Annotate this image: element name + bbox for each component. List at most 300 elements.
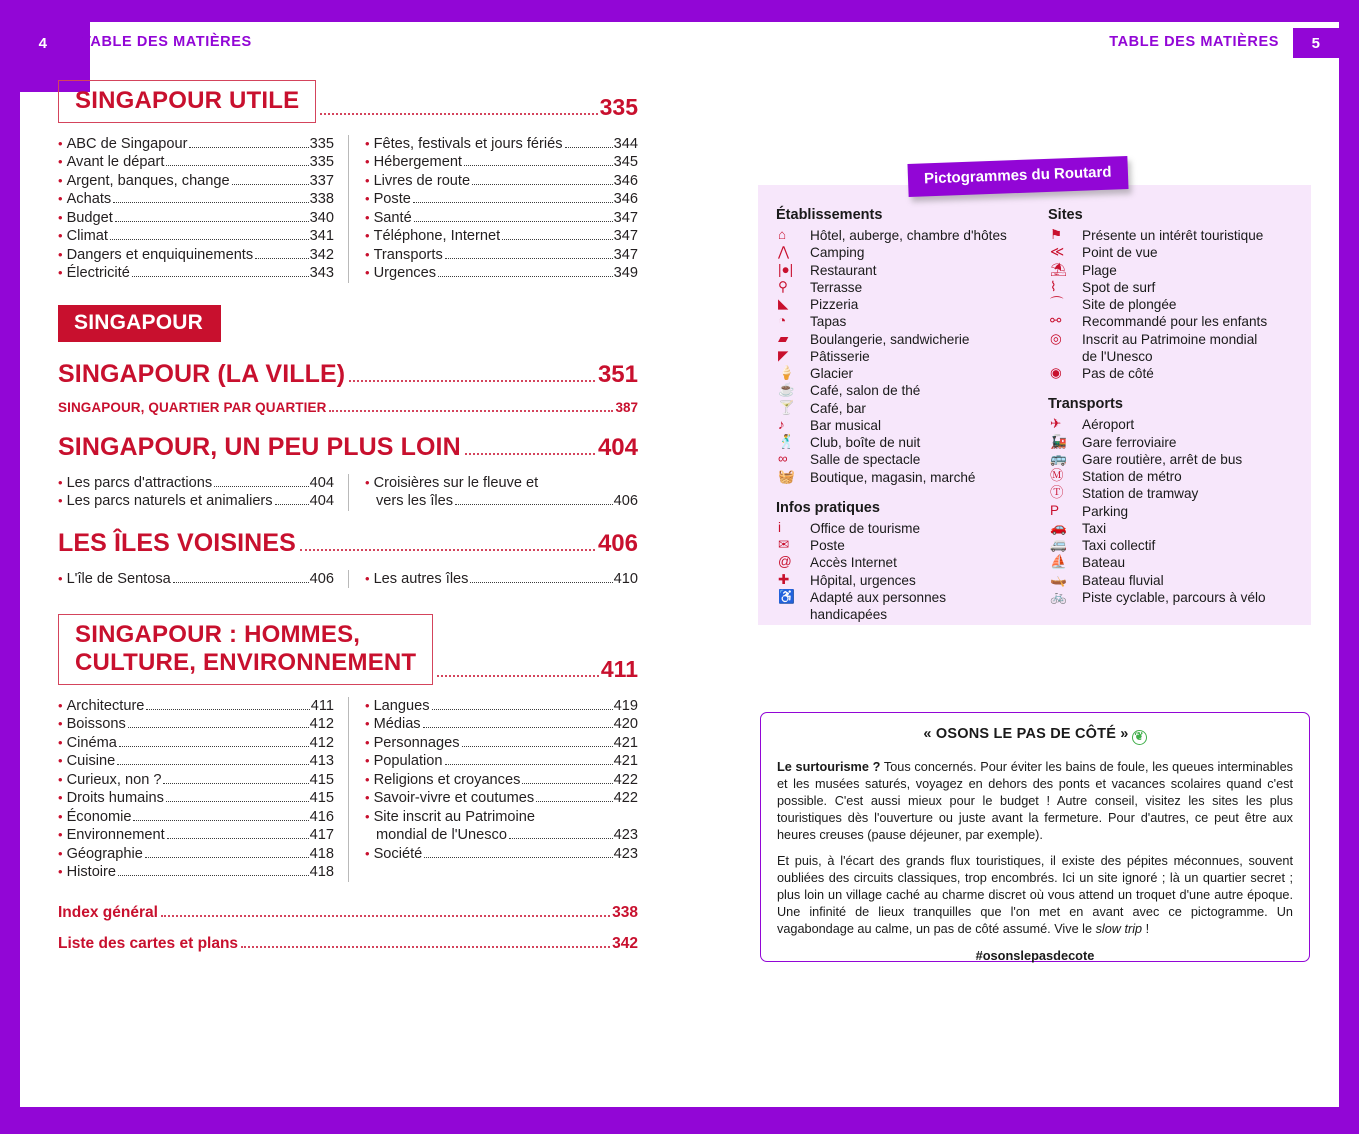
pictogram-label: Spot de surf (1082, 279, 1156, 295)
pictogram-item (1048, 451, 1310, 468)
pictogram-label: Inscrit au Patrimoine mondial de l'Unesco (1082, 331, 1310, 366)
toc-entry-page: 418 (309, 864, 334, 881)
toc-entry-label: Religions et croyances (373, 771, 521, 788)
pictogram-item (1048, 262, 1310, 279)
wheelchair-icon: ♿ (778, 588, 795, 604)
toc-entry[interactable] (365, 570, 638, 589)
toc-entries-iles (58, 570, 638, 589)
bullet-icon: • (58, 697, 63, 713)
pictogram-item (776, 520, 1048, 537)
toc-entries-plus-loin (58, 474, 638, 511)
toc-entry[interactable] (365, 715, 638, 734)
toc-entry-label: Architecture (66, 697, 145, 714)
pictograms-heading-infos-pratiques: Infos pratiques (776, 499, 880, 516)
unesco-heritage-icon: ◎ (1050, 330, 1062, 346)
bullet-icon: • (365, 265, 370, 281)
bullet-icon: • (58, 493, 63, 509)
toc-section-quartier-par-quartier[interactable] (58, 400, 638, 415)
toc-heading-quartier: SINGAPOUR, QUARTIER PAR QUARTIER (58, 399, 327, 415)
toc-entry-label: Savoir-vivre et coutumes (373, 790, 535, 807)
bullet-icon: • (58, 172, 63, 188)
bullet-icon: • (58, 845, 63, 861)
restaurant-cutlery-icon: |●| (778, 261, 794, 277)
pictograms-heading-transports: Transports (1048, 396, 1123, 413)
pictogram-label: Aéroport (1082, 417, 1135, 433)
pictogram-label: Station de tramway (1082, 486, 1199, 502)
airplane-icon: ✈ (1050, 416, 1062, 432)
dot-leader (349, 380, 595, 382)
toc-entry-page: 412 (309, 734, 334, 751)
pictogram-item (776, 296, 1048, 313)
toc-label-index: Index général (58, 903, 158, 921)
pictogram-label: Pas de côté (1082, 366, 1154, 381)
toc-entries-utile (58, 135, 638, 283)
toc-entry[interactable] (365, 227, 638, 246)
dot-leader (423, 727, 613, 728)
bullet-icon: • (365, 716, 370, 732)
dot-leader (115, 221, 309, 222)
at-sign-icon: @ (778, 554, 792, 570)
pictogram-item (776, 348, 1048, 365)
toc-entry-label: Société (373, 845, 423, 862)
osons-para2-italic: slow trip (1095, 922, 1143, 937)
hospital-cross-icon: ✚ (778, 571, 790, 587)
pictogram-label: Hôpital, urgences (810, 572, 916, 588)
toc-entry[interactable] (365, 789, 638, 808)
bullet-icon: • (58, 570, 63, 586)
toc-entry[interactable] (365, 246, 638, 265)
bullet-icon: • (365, 570, 370, 586)
toc-entry-label: Budget (66, 209, 113, 226)
diving-icon: ⌒ (1050, 296, 1064, 311)
pictogram-label: Café, salon de thé (810, 383, 921, 399)
bullet-icon: • (58, 191, 63, 207)
toc-entry[interactable] (365, 135, 638, 154)
toc-entry-label-line2: vers les îles (376, 493, 454, 510)
toc-entry-page: 415 (309, 771, 334, 788)
toc-entry-label: Géographie (66, 845, 143, 862)
toc-entry-page: 418 (309, 845, 334, 862)
viewpoint-icon: ≪ (1050, 244, 1065, 260)
toc-entry[interactable] (58, 808, 334, 827)
toc-banner-singapour: SINGAPOUR (58, 305, 221, 342)
pictogram-item (1048, 503, 1310, 520)
page-header (20, 22, 1339, 64)
pizza-slice-icon: ◣ (778, 296, 789, 311)
toc-entry[interactable] (365, 153, 638, 172)
toc-entry-label: Histoire (66, 864, 117, 881)
pictogram-item (776, 400, 1048, 417)
toc-entry-label: Boissons (66, 716, 126, 733)
toc-entry[interactable] (58, 474, 334, 493)
toc-entry-continuation (365, 492, 638, 511)
osons-lead-bold: Le surtourisme ? (777, 760, 881, 774)
bullet-icon: • (365, 808, 370, 824)
bullet-icon: • (365, 734, 370, 750)
dot-leader (118, 875, 309, 876)
toc-entry-page: 404 (309, 493, 334, 510)
toc-entry[interactable] (58, 570, 334, 589)
pictogram-label: Plage (1082, 262, 1117, 278)
pictogram-label: Taxi collectif (1082, 538, 1156, 553)
camping-tent-icon: ⋀ (778, 244, 790, 260)
pictogram-item (776, 365, 1048, 382)
toc-column-right (348, 570, 638, 589)
beach-umbrella-icon: ⛱ (1050, 261, 1068, 277)
toc-entry-page: 335 (309, 135, 334, 152)
hotel-icon: ⌂ (778, 227, 787, 242)
coffee-cup-icon: ☕ (778, 382, 795, 398)
pictogram-item (1048, 468, 1310, 485)
dot-leader (275, 504, 309, 505)
dot-leader (502, 239, 613, 240)
bullet-icon: • (365, 228, 370, 244)
dot-leader (445, 258, 613, 259)
bullet-icon: • (58, 808, 63, 824)
pas-de-cote-icon: ◉ (1050, 365, 1062, 380)
toc-entry[interactable] (58, 246, 334, 265)
toc-entry[interactable] (58, 734, 334, 753)
toc-entry[interactable] (365, 209, 638, 228)
dot-leader (300, 549, 595, 551)
toc-entry[interactable] (58, 209, 334, 228)
toc-column-right (348, 135, 638, 283)
bullet-icon: • (58, 246, 63, 262)
pictogram-label: Salle de spectacle (810, 452, 921, 468)
toc-heading-line1: SINGAPOUR : HOMMES, (75, 621, 361, 649)
pictogram-item (1048, 313, 1310, 330)
theatre-masks-icon: ∞ (778, 451, 788, 467)
leaf-icon: ❦ (1132, 730, 1147, 745)
toc-entry-label: Santé (373, 209, 412, 226)
toc-entry-page: 338 (309, 191, 334, 208)
pictogram-item (1048, 279, 1310, 296)
bullet-icon: • (58, 265, 63, 281)
pictogram-label: Office de tourisme (810, 520, 921, 536)
bakery-bread-icon: ▰ (778, 330, 789, 346)
toc-entry[interactable] (58, 771, 334, 790)
osons-para2-end: ! (1142, 922, 1150, 937)
bullet-icon: • (58, 228, 63, 244)
bullet-icon: • (365, 753, 370, 769)
toc-entry-label: Urgences (373, 265, 437, 282)
dot-leader (113, 202, 308, 203)
river-boat-icon: 🛶 (1050, 571, 1067, 587)
pictogram-label: Club, boîte de nuit (810, 435, 921, 450)
osons-title (777, 726, 1293, 745)
pictogram-label: Recommandé pour les enfants (1082, 314, 1268, 330)
bullet-icon: • (58, 734, 63, 750)
toc-entry[interactable] (365, 190, 638, 209)
toc-entry[interactable] (365, 474, 638, 511)
toc-entry-label: Environnement (66, 827, 165, 844)
toc-entry[interactable] (58, 863, 334, 882)
osons-paragraph-1 (777, 759, 1293, 843)
toc-entry[interactable] (58, 752, 334, 771)
dot-leader (536, 801, 612, 802)
toc-page-ville: 351 (597, 360, 638, 388)
toc-label-cartes: Liste des cartes et plans (58, 934, 239, 952)
toc-entry-page: 419 (613, 697, 638, 714)
toc-entry-page: 406 (613, 493, 638, 510)
dot-leader (241, 946, 610, 948)
page-number-left: 4 (20, 28, 66, 58)
bullet-icon: • (58, 864, 63, 880)
dot-leader (119, 746, 309, 747)
pastry-cake-icon: ◤ (778, 347, 789, 363)
toc-entry[interactable] (58, 492, 334, 511)
pictogram-item (1048, 416, 1310, 433)
dot-leader (464, 165, 613, 166)
toc-entry-page: 417 (309, 827, 334, 844)
terrace-parasol-icon: ⚲ (778, 278, 788, 294)
toc-heading-singapour-utile: SINGAPOUR UTILE (58, 80, 316, 123)
bullet-icon: • (365, 771, 370, 787)
toc-section-iles-voisines[interactable] (58, 529, 638, 558)
toc-entry-liste-cartes[interactable] (58, 935, 638, 953)
tramway-t-icon: Ⓣ (1050, 485, 1064, 501)
toc-entry-page: 421 (613, 753, 638, 770)
toc-page-hommes-culture: 411 (600, 655, 638, 682)
dot-leader (132, 276, 309, 277)
music-note-icon: ♪ (778, 416, 785, 432)
toc-column-left (58, 570, 348, 589)
bullet-icon: • (58, 716, 63, 732)
dot-leader (320, 113, 597, 115)
bullet-icon: • (58, 771, 63, 787)
pictogram-item (776, 279, 1048, 296)
toc-entry-label-line2: mondial de l'Unesco (376, 827, 507, 844)
toc-entry-page: 422 (613, 771, 638, 788)
pictogram-item (1048, 296, 1310, 313)
osons-title-text: « OSONS LE PAS DE CÔTÉ » (923, 726, 1129, 742)
toc-column-left (58, 474, 348, 511)
pictogram-item (776, 554, 1048, 571)
dot-leader (462, 746, 613, 747)
pictogram-item (776, 572, 1048, 589)
toc-column-left (58, 135, 348, 283)
toc-column-right (348, 697, 638, 882)
bus-icon: 🚌 (1050, 450, 1067, 466)
parking-p-icon: P (1050, 502, 1060, 518)
toc-entry-page: 343 (309, 265, 334, 282)
dot-leader (565, 147, 613, 148)
pictogram-item (1048, 331, 1310, 366)
toc-entry-page: 345 (613, 154, 638, 171)
header-title-left: TABLE DES MATIÈRES (82, 34, 252, 50)
toc-entry-label: Personnages (373, 734, 460, 751)
pictogram-label: Boutique, magasin, marché (810, 469, 976, 485)
toc-entry-page: 423 (613, 827, 638, 844)
toc-entry[interactable] (365, 845, 638, 864)
dot-leader (173, 582, 309, 583)
pictogram-item (1048, 434, 1310, 451)
toc-entry-page: 347 (613, 228, 638, 245)
dot-leader (214, 486, 309, 487)
pictogram-label: Bateau fluvial (1082, 572, 1164, 588)
bullet-icon: • (58, 154, 63, 170)
toc-entry[interactable] (58, 135, 334, 154)
toc-section-singapour-ville[interactable] (58, 360, 638, 389)
osons-paragraph-2 (777, 853, 1293, 937)
table-of-contents (58, 80, 638, 953)
toc-column-left (58, 697, 348, 882)
toc-entry[interactable] (58, 789, 334, 808)
toc-entry-label: Site inscrit au Patrimoine (373, 808, 535, 825)
toc-entry[interactable] (58, 227, 334, 246)
dot-leader (445, 764, 613, 765)
pictogram-item (776, 469, 1048, 486)
toc-entry-page: 344 (613, 135, 638, 152)
flag-marker-icon: ⚑ (1050, 227, 1063, 242)
taxi-car-icon: 🚗 (1050, 519, 1067, 535)
toc-entry-label: Livres de route (373, 172, 471, 189)
dot-leader (163, 783, 308, 784)
toc-entry-label: Hébergement (373, 154, 462, 171)
pictogram-label: Tapas (810, 314, 847, 330)
toc-entry-label: Achats (66, 191, 112, 208)
dot-leader (432, 709, 613, 710)
toc-entry[interactable] (58, 697, 334, 716)
toc-heading-plus-loin: SINGAPOUR, UN PEU PLUS LOIN (58, 432, 461, 461)
dot-leader (424, 857, 612, 858)
toc-entry-page: 410 (613, 570, 638, 587)
toc-entry-label: Économie (66, 808, 132, 825)
toc-entry-page: 421 (613, 734, 638, 751)
pictogram-label: Point de vue (1082, 245, 1158, 261)
dot-leader (166, 801, 309, 802)
bullet-icon: • (58, 474, 63, 490)
toc-entry-label: Poste (373, 191, 411, 208)
toc-heading-ville: SINGAPOUR (LA VILLE) (58, 359, 346, 388)
bullet-icon: • (58, 827, 63, 843)
pictograms-column-right (1048, 207, 1310, 623)
dot-leader (509, 838, 613, 839)
toc-entry[interactable] (365, 697, 638, 716)
information-icon: i (778, 519, 781, 535)
bullet-icon: • (58, 753, 63, 769)
toc-entry-page: 347 (613, 246, 638, 263)
pictogram-item (776, 382, 1048, 399)
pictogram-label: Pâtisserie (810, 348, 870, 364)
pictogram-item (776, 227, 1048, 244)
shopping-basket-icon: 🧺 (778, 468, 795, 484)
toc-entry-label: Médias (373, 716, 421, 733)
toc-entry[interactable] (365, 734, 638, 753)
pictogram-item (1048, 589, 1310, 606)
pictogram-label: Restaurant (810, 262, 877, 278)
toc-section-hommes-culture[interactable] (58, 614, 638, 684)
dancer-icon: 🕺 (778, 434, 795, 449)
toc-entry-label: Dangers et enquiquinements (66, 246, 254, 263)
toc-entry-page: 335 (309, 154, 334, 171)
toc-entry-page: 342 (309, 246, 334, 263)
toc-entry[interactable] (365, 172, 638, 191)
bullet-icon: • (58, 135, 63, 151)
pictogram-label: Taxi (1082, 520, 1107, 536)
pictogram-item (1048, 537, 1310, 554)
toc-entry[interactable] (58, 153, 334, 172)
bullet-icon: • (58, 790, 63, 806)
toc-entry-page: 349 (613, 265, 638, 282)
dot-leader (413, 202, 613, 203)
toc-entry[interactable] (58, 190, 334, 209)
toc-entry-page: 341 (309, 228, 334, 245)
toc-entry[interactable] (365, 771, 638, 790)
dot-leader (329, 410, 613, 412)
toc-entries-hommes (58, 697, 638, 882)
toc-entry-label: Avant le départ (66, 154, 165, 171)
toc-page-cartes: 342 (612, 934, 638, 952)
toc-entry[interactable] (365, 752, 638, 771)
toc-entry[interactable] (58, 264, 334, 283)
toc-entry-label: Les autres îles (373, 570, 469, 587)
toc-entry[interactable] (365, 264, 638, 283)
toc-section-singapour-utile[interactable] (58, 80, 638, 123)
dot-leader (465, 453, 595, 455)
toc-entry-label: Droits humains (66, 790, 164, 807)
toc-entry-continuation (365, 826, 638, 845)
pictogram-item (776, 244, 1048, 261)
toc-entry-label: Électricité (66, 265, 130, 282)
dot-leader (145, 857, 309, 858)
dot-leader (522, 783, 612, 784)
toc-entry-page: 411 (310, 697, 334, 714)
toc-entry-page: 337 (309, 172, 334, 189)
toc-entry[interactable] (58, 172, 334, 191)
toc-entry[interactable] (58, 715, 334, 734)
bicycle-icon: 🚲 (1050, 588, 1067, 604)
toc-entry[interactable] (58, 826, 334, 845)
toc-entry-label: Téléphone, Internet (373, 228, 501, 245)
pictogram-label: Bateau (1082, 555, 1126, 571)
toc-entry-label: L'île de Sentosa (66, 570, 171, 587)
dot-leader (161, 915, 610, 917)
dot-leader (189, 147, 308, 148)
dot-leader (146, 709, 309, 710)
toc-entry-label: Cuisine (66, 753, 116, 770)
collective-taxi-icon: 🚐 (1050, 537, 1067, 552)
toc-entry[interactable] (365, 808, 638, 845)
bullet-icon: • (365, 246, 370, 262)
pictograms-tab-label: Pictogrammes du Routard (907, 156, 1128, 197)
pictogram-label-line2: handicapées (810, 607, 888, 622)
toc-page-iles: 406 (597, 529, 638, 557)
pictogram-label: Gare routière, arrêt de bus (1082, 451, 1243, 467)
toc-entry[interactable] (58, 845, 334, 864)
page-sheet (20, 22, 1339, 1107)
toc-entry-index-general[interactable] (58, 904, 638, 922)
bullet-icon: • (365, 209, 370, 225)
pictogram-item (776, 313, 1048, 330)
toc-entry-page: 346 (613, 172, 638, 189)
metro-m-icon: Ⓜ (1050, 468, 1064, 483)
toc-section-un-peu-plus-loin[interactable] (58, 433, 638, 462)
bullet-icon: • (365, 154, 370, 170)
toc-entry-label: ABC de Singapour (66, 135, 188, 152)
dot-leader (438, 276, 613, 277)
dot-leader (166, 165, 308, 166)
toc-entry-label: Les parcs naturels et animaliers (66, 493, 273, 510)
pictogram-item (1048, 244, 1310, 261)
toc-entry-label: Curieux, non ? (66, 771, 162, 788)
pictogram-label: Café, bar (810, 400, 866, 416)
pictogram-item (776, 537, 1048, 554)
page-number-right: 5 (1293, 28, 1339, 58)
toc-entry-page: 347 (613, 209, 638, 226)
pictogram-label: Adapté aux personnes handicapées (810, 589, 1048, 624)
pictogram-label: Présente un intérêt touristique (1082, 228, 1264, 243)
